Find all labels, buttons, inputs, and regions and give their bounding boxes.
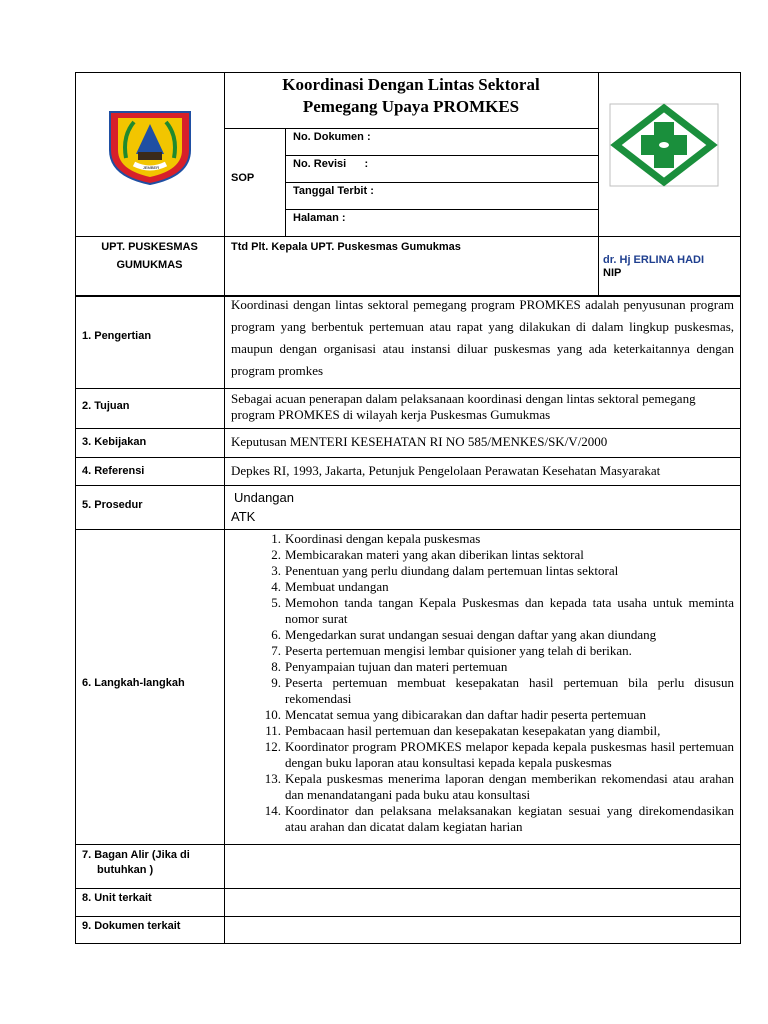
field-no-revisi: No. Revisi :: [293, 158, 369, 170]
label-prosedur: 5. Prosedur: [82, 499, 143, 511]
label-bagan-line-1: 7. Bagan Alir (Jika di: [82, 849, 190, 861]
step-number: 13.: [264, 771, 281, 786]
row-sep-5: [75, 529, 741, 530]
label-bagan-line-2: butuhkan ): [97, 864, 154, 876]
step-text: Memohon tanda tangan Kepala Puskesmas dan kepada tata usaha untuk meminta nomor surat: [285, 595, 734, 626]
list-item: [231, 547, 734, 563]
row-sep-3: [75, 457, 741, 458]
row-sep-1: [75, 388, 741, 389]
row-sep-4: [75, 485, 741, 486]
list-item: [231, 563, 734, 579]
step-text: Mencatat semua yang dibicarakan dan daftar hadir peserta pertemuan: [285, 707, 646, 722]
step-number: 5.: [271, 595, 281, 610]
step-text: Membuat undangan: [285, 579, 389, 594]
body-column-divider: [224, 296, 225, 944]
step-number: 10.: [264, 707, 281, 722]
org-name-line-1: UPT. PUSKESMAS: [101, 241, 198, 253]
step-text: Penyampaian tujuan dan materi pertemuan: [285, 659, 508, 674]
text-tujuan: Sebagai acuan penerapan dalam pelaksanaan koordinasi dengan lintas sektoral pemegang program PROMKES di wilayah kerja Puskesmas Gumukmas: [231, 391, 696, 422]
org-name-line-2: GUMUKMAS: [116, 259, 183, 271]
step-text: Mengedarkan surat undangan sesuai dengan daftar yang akan diundang: [285, 627, 657, 642]
list-item: [231, 771, 734, 803]
signature-caption: Ttd Plt. Kepala UPT. Puskesmas Gumukmas: [231, 241, 461, 253]
step-number: 3.: [271, 563, 281, 578]
step-text: Peserta pertemuan mengisi lembar quisioner yang telah di berikan.: [285, 643, 632, 658]
list-item: [231, 659, 734, 675]
step-text: Membicarakan materi yang akan diberikan lintas sektoral: [285, 547, 584, 562]
step-text: Peserta pertemuan membuat kesepakatan hasil pertemuan bila perlu disusun rekomendasi: [285, 675, 734, 706]
sop-label: SOP: [231, 172, 255, 184]
emblem-label: JEMBER: [142, 165, 160, 170]
label-pengertian: 1. Pengertian: [82, 330, 152, 342]
step-text: Koordinasi dengan kepala puskesmas: [285, 531, 481, 546]
step-text: Koordinator program PROMKES melapor kepada kepala puskesmas hasil pertemuan dengan buku laporan atau konsultasi kepada kepala puskesmas: [285, 739, 734, 770]
list-item: [231, 643, 734, 659]
list-item: [231, 627, 734, 643]
field-halaman: Halaman :: [293, 212, 346, 224]
header-bottom-rule: [75, 236, 741, 237]
list-item: [231, 595, 734, 627]
list-item: [231, 579, 734, 595]
text-kebijakan: Keputusan MENTERI KESEHATAN RI NO 585/MENKES/SK/V/2000: [231, 434, 608, 449]
step-number: 4.: [271, 579, 281, 594]
step-number: 8.: [271, 659, 281, 674]
field-tanggal-terbit: Tanggal Terbit :: [293, 185, 374, 197]
row-sep-7: [75, 888, 741, 889]
label-dokumen-terkait: 9. Dokumen terkait: [82, 920, 181, 932]
row-sep-2: [75, 428, 741, 429]
signer-nip: NIP: [603, 267, 622, 279]
step-number: 9.: [271, 675, 281, 690]
text-referensi: Depkes RI, 1993, Jakarta, Petunjuk Pengelolaan Perawatan Kesehatan Masyarakat: [231, 463, 661, 478]
step-text: Koordinator dan pelaksana melaksanakan kegiatan sesuai yang direkomendasikan atau arahan dan dicatat dalam kegiatan harian: [285, 803, 734, 834]
label-kebijakan: 3. Kebijakan: [82, 436, 147, 448]
document-title-line-2: Pemegang Upaya PROMKES: [302, 97, 520, 116]
prosedur-item-undangan: Undangan: [234, 490, 294, 505]
header-field-sep-2: [285, 182, 598, 183]
step-text: Kepala puskesmas menerima laporan dengan memberikan rekomendasi atau arahan dan menandatangani pada buku atau konsultasi: [285, 771, 734, 802]
text-pengertian: Koordinasi dengan lintas sektoral pemegang program PROMKES adalah penyusunan program program yang berbentuk pertemuan atau rapat yang dilakukan di dalam lingkup puskesmas, maupun dengan organisasi atau instansi diluar puskesmas yang ada keterkaitannya dengan program promkes: [231, 297, 734, 378]
step-number: 11.: [265, 723, 281, 738]
header-field-sep-1: [285, 155, 598, 156]
list-item: [231, 803, 734, 835]
label-referensi: 4. Referensi: [82, 465, 145, 477]
label-unit-terkait: 8. Unit terkait: [82, 892, 152, 904]
langkah-steps-list: [231, 531, 734, 835]
field-no-dokumen: No. Dokumen :: [293, 131, 371, 143]
list-item: [231, 707, 734, 723]
header-field-sep-3: [285, 209, 598, 210]
label-bagan-alir: [82, 848, 190, 878]
list-item: [231, 531, 734, 547]
step-number: 14.: [264, 803, 281, 818]
regency-emblem-icon: [104, 106, 196, 186]
step-number: 1.: [271, 531, 281, 546]
list-item: [231, 739, 734, 771]
step-number: 12.: [264, 739, 281, 754]
document-title-line-1: Koordinasi Dengan Lintas Sektoral: [282, 75, 540, 94]
header-divider-right: [598, 72, 599, 296]
step-text: Pembacaan hasil pertemuan dan kesepakatan kesepakatan yang diambil,: [285, 723, 661, 738]
list-item: [231, 723, 734, 739]
header-title-underline: [224, 128, 598, 129]
step-number: 7.: [271, 643, 281, 658]
step-number: 2.: [271, 547, 281, 562]
step-text: Penentuan yang perlu diundang dalam pertemuan lintas sektoral: [285, 563, 619, 578]
signer-name: dr. Hj ERLINA HADI: [603, 254, 705, 266]
row-sep-6: [75, 844, 741, 845]
step-number: 6.: [271, 627, 281, 642]
prosedur-item-atk: ATK: [231, 509, 256, 524]
org-name: [75, 240, 224, 273]
row-sep-8: [75, 916, 741, 917]
label-tujuan: 2. Tujuan: [82, 400, 130, 412]
puskesmas-cross-icon: [608, 102, 720, 188]
list-item: [231, 675, 734, 707]
label-langkah: 6. Langkah-langkah: [82, 677, 185, 689]
